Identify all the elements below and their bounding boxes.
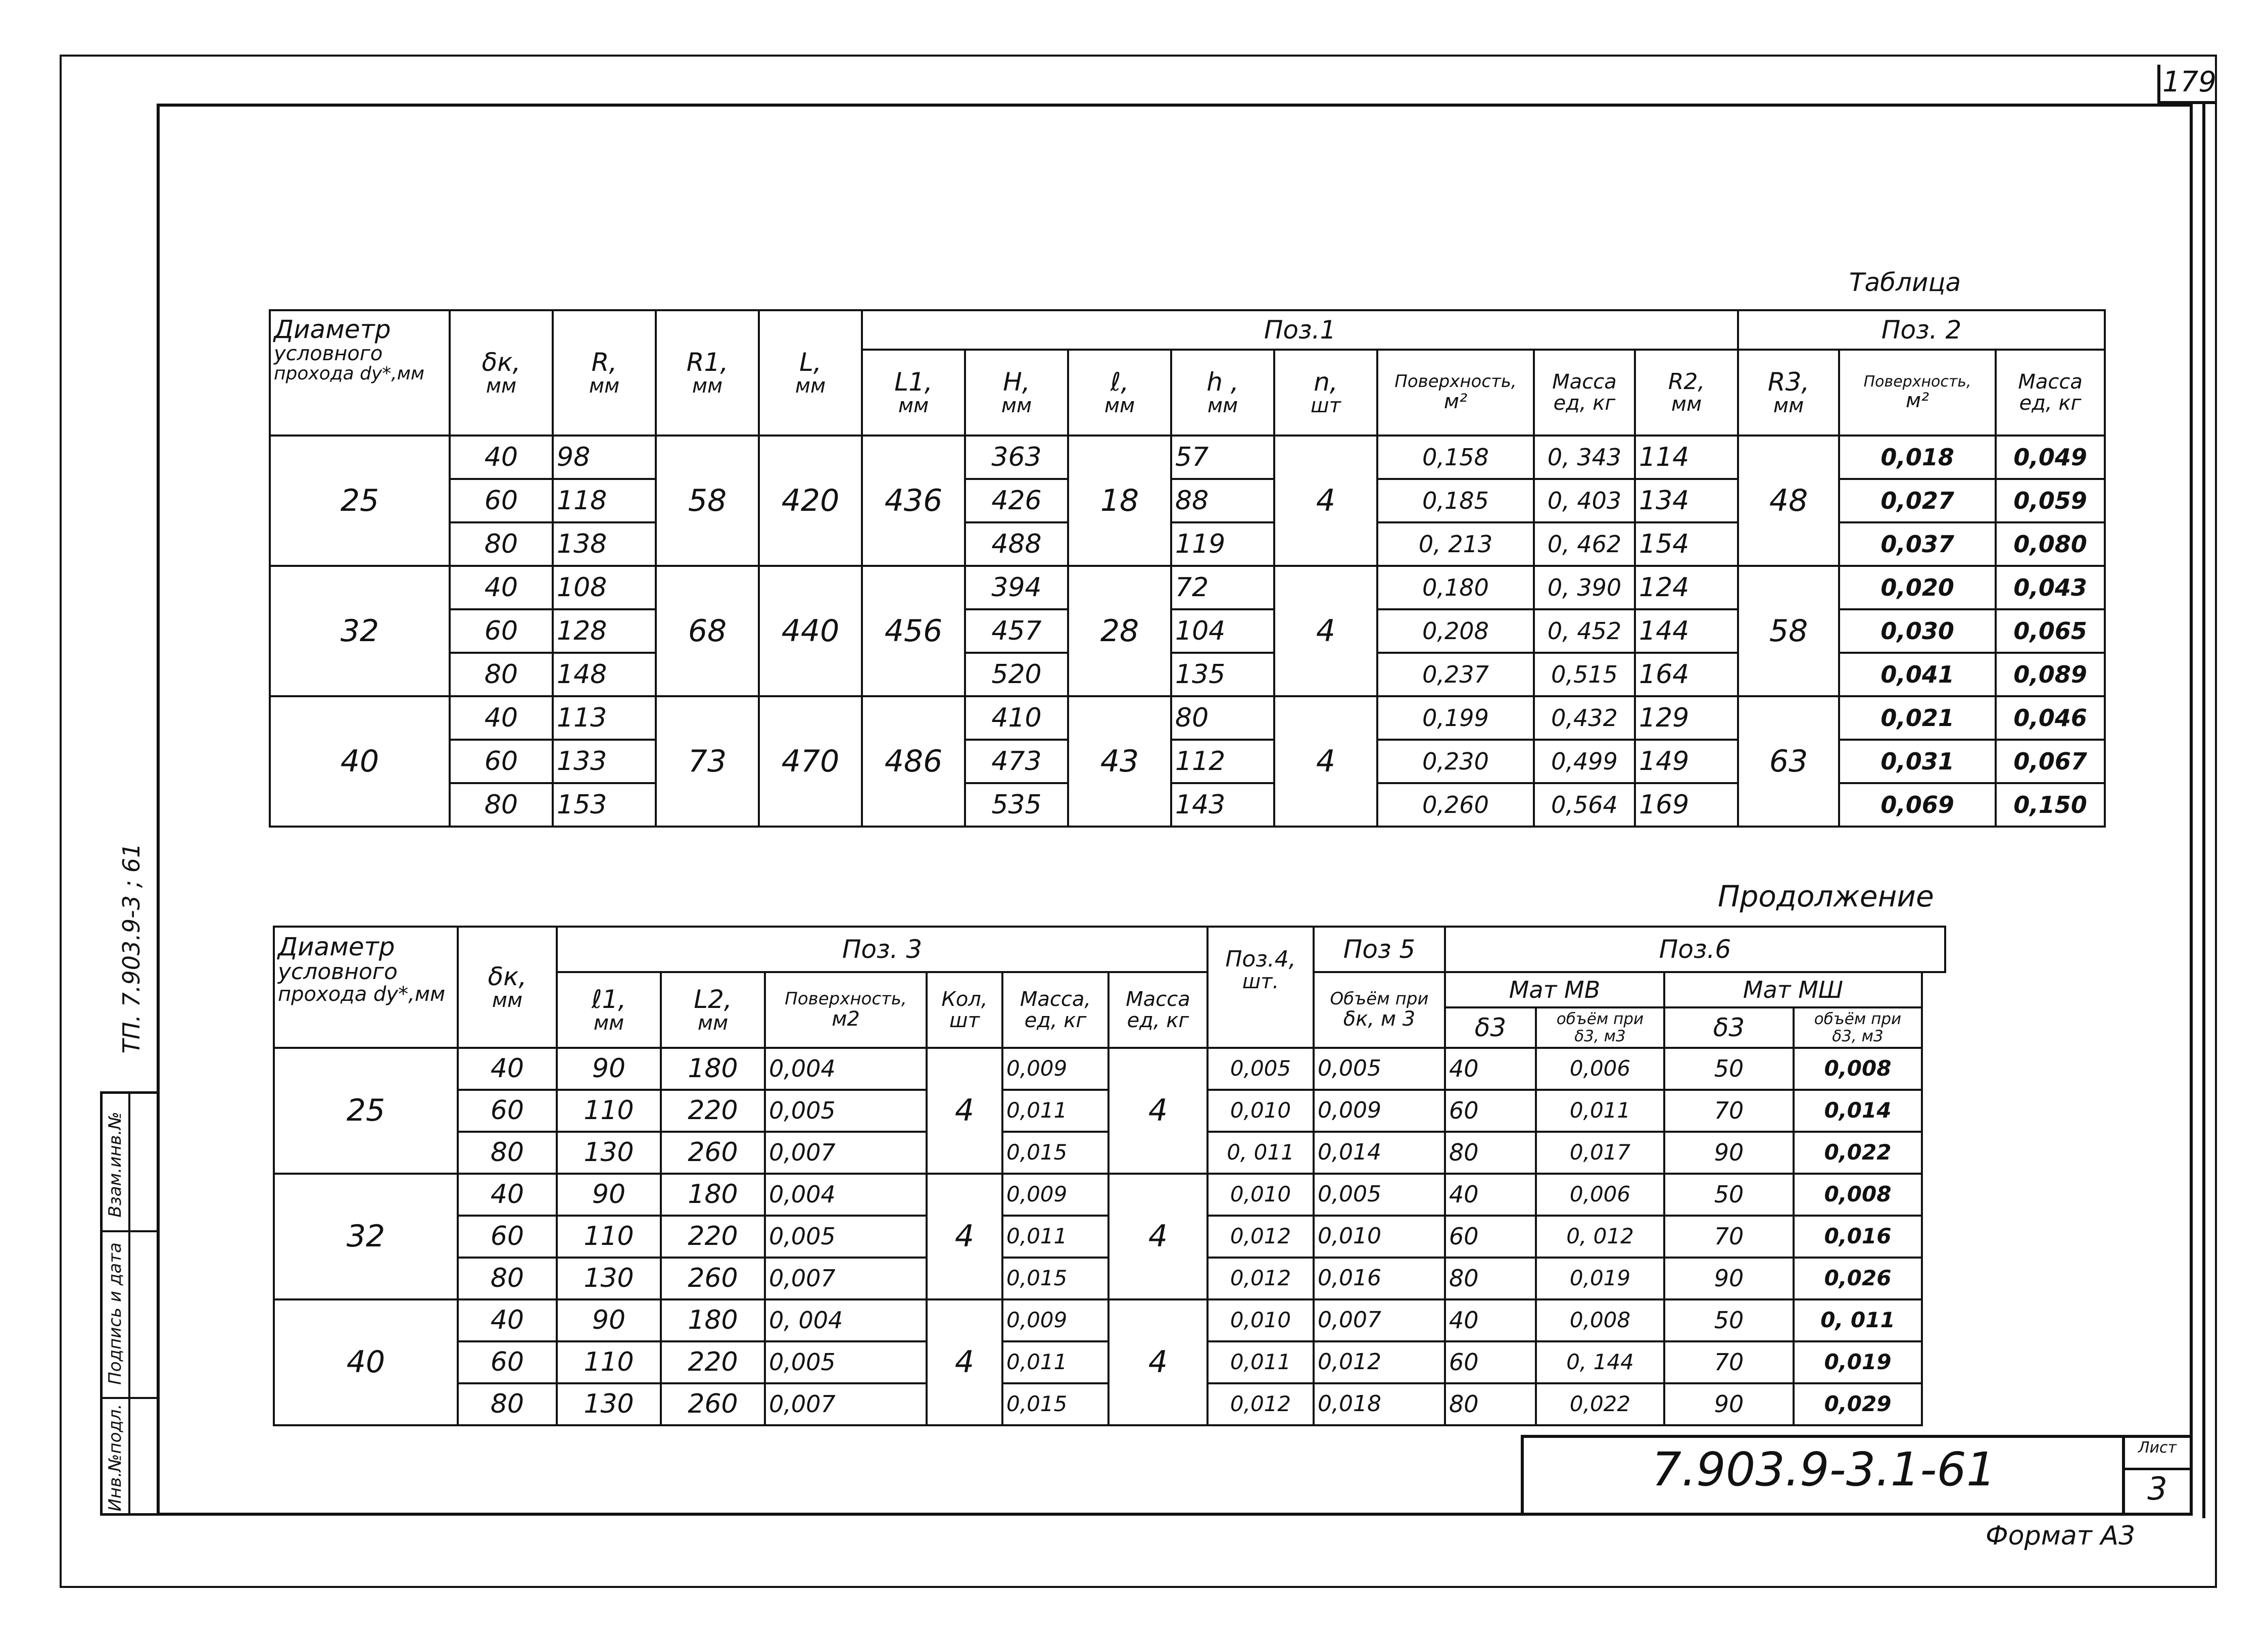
t1-mass2: 0,067 <box>1996 740 2105 783</box>
t1-h-L1: L1, мм <box>862 350 965 436</box>
t2-L2: 180 <box>661 1299 765 1341</box>
t2-mass5: 0,005 <box>1208 1048 1314 1090</box>
side-designation: ТП. 7.903.9-3 ; 61 <box>118 843 145 1054</box>
t2-surface: 0,005 <box>765 1341 927 1383</box>
t1-h: 72 <box>1171 566 1274 609</box>
t1-mass2: 0,080 <box>1996 522 2105 566</box>
t1-diameter: 40 <box>270 696 450 827</box>
t1-h: 112 <box>1171 740 1274 783</box>
t2-poz4: 4 <box>1108 1299 1208 1425</box>
t2-l1: 130 <box>557 1383 661 1425</box>
t1-surface2: 0,041 <box>1839 653 1996 696</box>
t2-vol3-mv: 0, 144 <box>1536 1341 1664 1383</box>
t1-mass2: 0,049 <box>1996 436 2105 479</box>
t1-R2: 129 <box>1635 696 1738 740</box>
t2-volume: 0,009 <box>1314 1090 1445 1132</box>
t1-mass: 0,499 <box>1534 740 1635 783</box>
t2-qty: 4 <box>927 1299 1002 1425</box>
t1-l: 43 <box>1068 696 1171 827</box>
t2-vol3-msh: 0,026 <box>1794 1258 1922 1299</box>
t1-mass: 0, 452 <box>1534 609 1635 653</box>
t2-surface: 0,007 <box>765 1258 927 1299</box>
t1-R: 108 <box>553 566 656 609</box>
t1-R2: 154 <box>1635 522 1738 566</box>
t2-vol3-msh: 0, 011 <box>1794 1299 1922 1341</box>
t2-surface: 0,007 <box>765 1132 927 1174</box>
t2-h-vol3-mv: объём при δ3, м3 <box>1536 1007 1664 1048</box>
t1-surface: 0,158 <box>1377 436 1534 479</box>
t2-d3-mv: 60 <box>1445 1341 1536 1383</box>
inner-frame-right-shadow <box>2190 104 2205 1518</box>
t2-dk: 60 <box>458 1216 557 1258</box>
t1-diameter: 25 <box>270 436 450 566</box>
t2-h-mat-msh: Мат МШ <box>1664 972 1922 1007</box>
t1-h: 143 <box>1171 783 1274 827</box>
t1-surface: 0,185 <box>1377 479 1534 522</box>
t1-h-R2: R2, мм <box>1635 350 1738 436</box>
t2-row <box>274 1048 1945 1090</box>
t1-L: 420 <box>759 436 862 566</box>
t1-row <box>270 436 2105 479</box>
t2-poz4: 4 <box>1108 1048 1208 1174</box>
t1-R1: 68 <box>656 566 759 696</box>
t1-mass2: 0,150 <box>1996 783 2105 827</box>
t2-volume: 0,005 <box>1314 1048 1445 1090</box>
t1-h-mass2: Масса ед, кг <box>1996 350 2105 436</box>
t2-mass: 0,011 <box>1002 1341 1108 1383</box>
t2-h-l1: ℓ1, мм <box>557 972 661 1048</box>
t1-R2: 144 <box>1635 609 1738 653</box>
t1-h-R1: R1, мм <box>656 310 759 436</box>
t2-d3-mv: 60 <box>1445 1216 1536 1258</box>
t2-mass5: 0,010 <box>1208 1299 1314 1341</box>
t1-R: 133 <box>553 740 656 783</box>
t2-vol3-mv: 0,006 <box>1536 1048 1664 1090</box>
t1-R1: 58 <box>656 436 759 566</box>
t2-d3-msh: 50 <box>1664 1048 1794 1090</box>
t2-h-poz6: Поз.6 <box>1445 927 1945 972</box>
t2-vol3-mv: 0,022 <box>1536 1383 1664 1425</box>
t1-h-surface2: Поверхность, м² <box>1839 350 1996 436</box>
t1-h: 135 <box>1171 653 1274 696</box>
t1-H: 426 <box>965 479 1068 522</box>
t2-dk: 60 <box>458 1090 557 1132</box>
t1-mass: 0,564 <box>1534 783 1635 827</box>
t1-H: 488 <box>965 522 1068 566</box>
t1-H: 535 <box>965 783 1068 827</box>
t1-mass: 0, 343 <box>1534 436 1635 479</box>
t2-volume: 0,018 <box>1314 1383 1445 1425</box>
t1-R2: 114 <box>1635 436 1738 479</box>
t2-d3-mv: 40 <box>1445 1299 1536 1341</box>
t2-l1: 130 <box>557 1258 661 1299</box>
t2-surface: 0,005 <box>765 1090 927 1132</box>
t2-L2: 220 <box>661 1341 765 1383</box>
t1-mass: 0, 462 <box>1534 522 1635 566</box>
t2-mass: 0,015 <box>1002 1258 1108 1299</box>
t2-L2: 220 <box>661 1216 765 1258</box>
stamp-label-podpis: Подпись и дата <box>105 1242 125 1385</box>
t1-h-n: n, шт <box>1274 350 1377 436</box>
t1-R2: 149 <box>1635 740 1738 783</box>
t2-l1: 90 <box>557 1299 661 1341</box>
t2-d3-mv: 80 <box>1445 1132 1536 1174</box>
sheet-label: Лист <box>2138 1439 2177 1457</box>
t1-n: 4 <box>1274 696 1377 827</box>
t2-h-d3-mv: δ3 <box>1445 1007 1536 1048</box>
t2-L2: 260 <box>661 1258 765 1299</box>
t2-qty: 4 <box>927 1048 1002 1174</box>
t2-L2: 220 <box>661 1090 765 1132</box>
sheet-number: 3 <box>2147 1470 2167 1507</box>
t2-vol3-msh: 0,022 <box>1794 1132 1922 1174</box>
t2-vol3-msh: 0,008 <box>1794 1174 1922 1216</box>
t2-l1: 130 <box>557 1132 661 1174</box>
t1-surface: 0,230 <box>1377 740 1534 783</box>
t2-vol3-msh: 0,014 <box>1794 1090 1922 1132</box>
t1-n: 4 <box>1274 436 1377 566</box>
t1-R3: 58 <box>1738 566 1839 696</box>
t1-h-poz1: Поз.1 <box>862 310 1738 350</box>
t1-row <box>270 566 2105 609</box>
t1-R: 153 <box>553 783 656 827</box>
t1-L: 440 <box>759 566 862 696</box>
t2-vol3-msh: 0,008 <box>1794 1048 1922 1090</box>
t2-d3-msh: 90 <box>1664 1132 1794 1174</box>
t1-H: 394 <box>965 566 1068 609</box>
t1-h-H: H, мм <box>965 350 1068 436</box>
t2-h-poz4: Поз.4, шт. <box>1208 927 1314 1048</box>
t2-dk: 80 <box>458 1258 557 1299</box>
t2-mass: 0,015 <box>1002 1383 1108 1425</box>
t2-h-L2: L2, мм <box>661 972 765 1048</box>
t2-volume: 0,010 <box>1314 1216 1445 1258</box>
t1-surface: 0,208 <box>1377 609 1534 653</box>
t1-surface2: 0,030 <box>1839 609 1996 653</box>
t2-mass5: 0,012 <box>1208 1383 1314 1425</box>
t2-row <box>274 1174 1945 1216</box>
t1-R2: 124 <box>1635 566 1738 609</box>
t1-dk: 40 <box>450 696 553 740</box>
t2-d3-msh: 50 <box>1664 1299 1794 1341</box>
t2-volume: 0,007 <box>1314 1299 1445 1341</box>
t2-vol3-mv: 0, 012 <box>1536 1216 1664 1258</box>
t1-surface2: 0,018 <box>1839 436 1996 479</box>
t2-diameter: 40 <box>274 1299 458 1425</box>
t1-h: 88 <box>1171 479 1274 522</box>
t1-dk: 40 <box>450 436 553 479</box>
t1-surface: 0, 213 <box>1377 522 1534 566</box>
t2-L2: 260 <box>661 1383 765 1425</box>
t1-R2: 169 <box>1635 783 1738 827</box>
t1-mass: 0, 390 <box>1534 566 1635 609</box>
t2-vol3-mv: 0,006 <box>1536 1174 1664 1216</box>
t2-h-diameter: Диаметр условного прохода dу*,мм <box>274 927 458 1048</box>
t2-diameter: 32 <box>274 1174 458 1299</box>
t1-mass: 0, 403 <box>1534 479 1635 522</box>
t1-l: 18 <box>1068 436 1171 566</box>
t2-vol3-msh: 0,019 <box>1794 1341 1922 1383</box>
t1-mass2: 0,043 <box>1996 566 2105 609</box>
t2-surface: 0, 004 <box>765 1299 927 1341</box>
t2-d3-mv: 60 <box>1445 1090 1536 1132</box>
t2-mass: 0,009 <box>1002 1048 1108 1090</box>
t1-l: 28 <box>1068 566 1171 696</box>
t1-h: 119 <box>1171 522 1274 566</box>
t2-dk: 60 <box>458 1341 557 1383</box>
t1-dk: 60 <box>450 479 553 522</box>
t1-h-dk: δк, мм <box>450 310 553 436</box>
t2-d3-msh: 90 <box>1664 1258 1794 1299</box>
t2-mass: 0,011 <box>1002 1090 1108 1132</box>
document-code: 7.903.9-3.1-61 <box>1652 1442 1996 1497</box>
t2-d3-msh: 50 <box>1664 1174 1794 1216</box>
t2-L2: 180 <box>661 1048 765 1090</box>
t2-h-d3-msh: δ3 <box>1664 1007 1794 1048</box>
t1-h: 57 <box>1171 436 1274 479</box>
t1-dk: 80 <box>450 522 553 566</box>
t1-n: 4 <box>1274 566 1377 696</box>
t2-h-poz5: Поз 5 <box>1314 927 1445 972</box>
t2-vol3-mv: 0,017 <box>1536 1132 1664 1174</box>
t2-volume: 0,012 <box>1314 1341 1445 1383</box>
t2-volume: 0,016 <box>1314 1258 1445 1299</box>
t2-d3-mv: 80 <box>1445 1258 1536 1299</box>
t1-R: 128 <box>553 609 656 653</box>
t2-mass: 0,009 <box>1002 1174 1108 1216</box>
t1-h-L: L, мм <box>759 310 862 436</box>
t2-surface: 0,005 <box>765 1216 927 1258</box>
stamp-label-vzam: Взам.инв.№ <box>105 1112 125 1218</box>
t1-R: 98 <box>553 436 656 479</box>
t2-dk: 40 <box>458 1048 557 1090</box>
t2-l1: 90 <box>557 1048 661 1090</box>
t2-d3-msh: 70 <box>1664 1341 1794 1383</box>
t2-mass5: 0,010 <box>1208 1174 1314 1216</box>
t2-h-volume: Объём при δк, м 3 <box>1314 972 1445 1048</box>
t2-h-mat-mv: Мат МВ <box>1445 972 1664 1007</box>
t1-dk: 60 <box>450 740 553 783</box>
table-caption: Таблица <box>1849 268 1961 297</box>
t1-h-l: ℓ, мм <box>1068 350 1171 436</box>
t2-qty: 4 <box>927 1174 1002 1299</box>
t1-L1: 456 <box>862 566 965 696</box>
t2-surface: 0,004 <box>765 1174 927 1216</box>
t2-l1: 90 <box>557 1174 661 1216</box>
t1-h: 104 <box>1171 609 1274 653</box>
t2-mass: 0,011 <box>1002 1216 1108 1258</box>
t1-surface2: 0,069 <box>1839 783 1996 827</box>
t1-R: 138 <box>553 522 656 566</box>
t1-R2: 134 <box>1635 479 1738 522</box>
t2-d3-mv: 40 <box>1445 1174 1536 1216</box>
t1-H: 457 <box>965 609 1068 653</box>
t2-vol3-mv: 0,011 <box>1536 1090 1664 1132</box>
t1-L: 470 <box>759 696 862 827</box>
t2-diameter: 25 <box>274 1048 458 1174</box>
t2-mass: 0,015 <box>1002 1132 1108 1174</box>
t2-h-surface: Поверхность, м2 <box>765 972 927 1048</box>
t1-mass: 0,515 <box>1534 653 1635 696</box>
t2-L2: 180 <box>661 1174 765 1216</box>
t1-h: 80 <box>1171 696 1274 740</box>
t2-mass5: 0,011 <box>1208 1341 1314 1383</box>
t2-mass5: 0, 011 <box>1208 1132 1314 1174</box>
t1-surface: 0,180 <box>1377 566 1534 609</box>
t2-h-dk: δк, мм <box>458 927 557 1048</box>
t1-mass: 0,432 <box>1534 696 1635 740</box>
t2-vol3-msh: 0,016 <box>1794 1216 1922 1258</box>
t1-surface2: 0,037 <box>1839 522 1996 566</box>
t1-h-R3: R3, мм <box>1738 350 1839 436</box>
t1-R2: 164 <box>1635 653 1738 696</box>
t1-R: 113 <box>553 696 656 740</box>
t2-h-mass: Масса, ед, кг <box>1002 972 1108 1048</box>
t1-diameter: 32 <box>270 566 450 696</box>
t2-d3-msh: 70 <box>1664 1090 1794 1132</box>
t1-h-h: h , мм <box>1171 350 1274 436</box>
t1-surface: 0,260 <box>1377 783 1534 827</box>
t2-volume: 0,014 <box>1314 1132 1445 1174</box>
t2-dk: 40 <box>458 1174 557 1216</box>
t1-h-diameter: Диаметр условного прохода dу*,мм <box>270 310 450 436</box>
t2-mass5: 0,012 <box>1208 1216 1314 1258</box>
t2-surface: 0,007 <box>765 1383 927 1425</box>
t2-row <box>274 1299 1945 1341</box>
t2-poz4: 4 <box>1108 1174 1208 1299</box>
t2-mass: 0,009 <box>1002 1299 1108 1341</box>
t1-h-mass: Масса ед, кг <box>1534 350 1635 436</box>
t1-row <box>270 696 2105 740</box>
t1-R3: 63 <box>1738 696 1839 827</box>
t1-surface2: 0,020 <box>1839 566 1996 609</box>
t1-R: 148 <box>553 653 656 696</box>
t2-vol3-mv: 0,019 <box>1536 1258 1664 1299</box>
t1-mass2: 0,059 <box>1996 479 2105 522</box>
t2-d3-msh: 90 <box>1664 1383 1794 1425</box>
t2-l1: 110 <box>557 1216 661 1258</box>
t1-surface2: 0,021 <box>1839 696 1996 740</box>
t2-l1: 110 <box>557 1090 661 1132</box>
t1-H: 363 <box>965 436 1068 479</box>
t2-h-vol3-msh: объём при δ3, м3 <box>1794 1007 1922 1048</box>
t1-R3: 48 <box>1738 436 1839 566</box>
t1-H: 410 <box>965 696 1068 740</box>
t2-dk: 40 <box>458 1299 557 1341</box>
t2-volume: 0,005 <box>1314 1174 1445 1216</box>
t1-R1: 73 <box>656 696 759 827</box>
table-2 <box>273 926 1946 1426</box>
t1-L1: 486 <box>862 696 965 827</box>
t1-h-poz2: Поз. 2 <box>1738 310 2105 350</box>
table-1 <box>269 309 2106 828</box>
t1-surface: 0,237 <box>1377 653 1534 696</box>
t1-h-R: R, мм <box>553 310 656 436</box>
t1-surface2: 0,031 <box>1839 740 1996 783</box>
t2-h-mass5: Масса ед, кг <box>1108 972 1208 1048</box>
t1-H: 520 <box>965 653 1068 696</box>
t2-mass5: 0,010 <box>1208 1090 1314 1132</box>
t1-L1: 436 <box>862 436 965 566</box>
t1-surface: 0,199 <box>1377 696 1534 740</box>
t2-l1: 110 <box>557 1341 661 1383</box>
t2-dk: 80 <box>458 1383 557 1425</box>
t1-mass2: 0,089 <box>1996 653 2105 696</box>
t2-d3-mv: 40 <box>1445 1048 1536 1090</box>
t2-dk: 80 <box>458 1132 557 1174</box>
t1-mass2: 0,065 <box>1996 609 2105 653</box>
t1-dk: 80 <box>450 653 553 696</box>
stamp-label-inv-podl: Инв.№подл. <box>105 1404 125 1512</box>
t1-mass2: 0,046 <box>1996 696 2105 740</box>
t1-H: 473 <box>965 740 1068 783</box>
t2-d3-msh: 70 <box>1664 1216 1794 1258</box>
t1-R: 118 <box>553 479 656 522</box>
t1-dk: 60 <box>450 609 553 653</box>
t2-h-poz3: Поз. 3 <box>557 927 1208 972</box>
page-number: 179 <box>2162 66 2216 99</box>
continuation-caption: Продолжение <box>1718 879 1934 913</box>
t1-dk: 80 <box>450 783 553 827</box>
t2-L2: 260 <box>661 1132 765 1174</box>
t2-surface: 0,004 <box>765 1048 927 1090</box>
t1-dk: 40 <box>450 566 553 609</box>
t2-vol3-msh: 0,029 <box>1794 1383 1922 1425</box>
t2-mass5: 0,012 <box>1208 1258 1314 1299</box>
t2-vol3-mv: 0,008 <box>1536 1299 1664 1341</box>
format-label: Формат А3 <box>1986 1521 2136 1551</box>
t1-surface2: 0,027 <box>1839 479 1996 522</box>
t1-h-surface: Поверхность, м² <box>1377 350 1534 436</box>
t2-h-qty: Кол, шт <box>927 972 1002 1048</box>
t2-d3-mv: 80 <box>1445 1383 1536 1425</box>
